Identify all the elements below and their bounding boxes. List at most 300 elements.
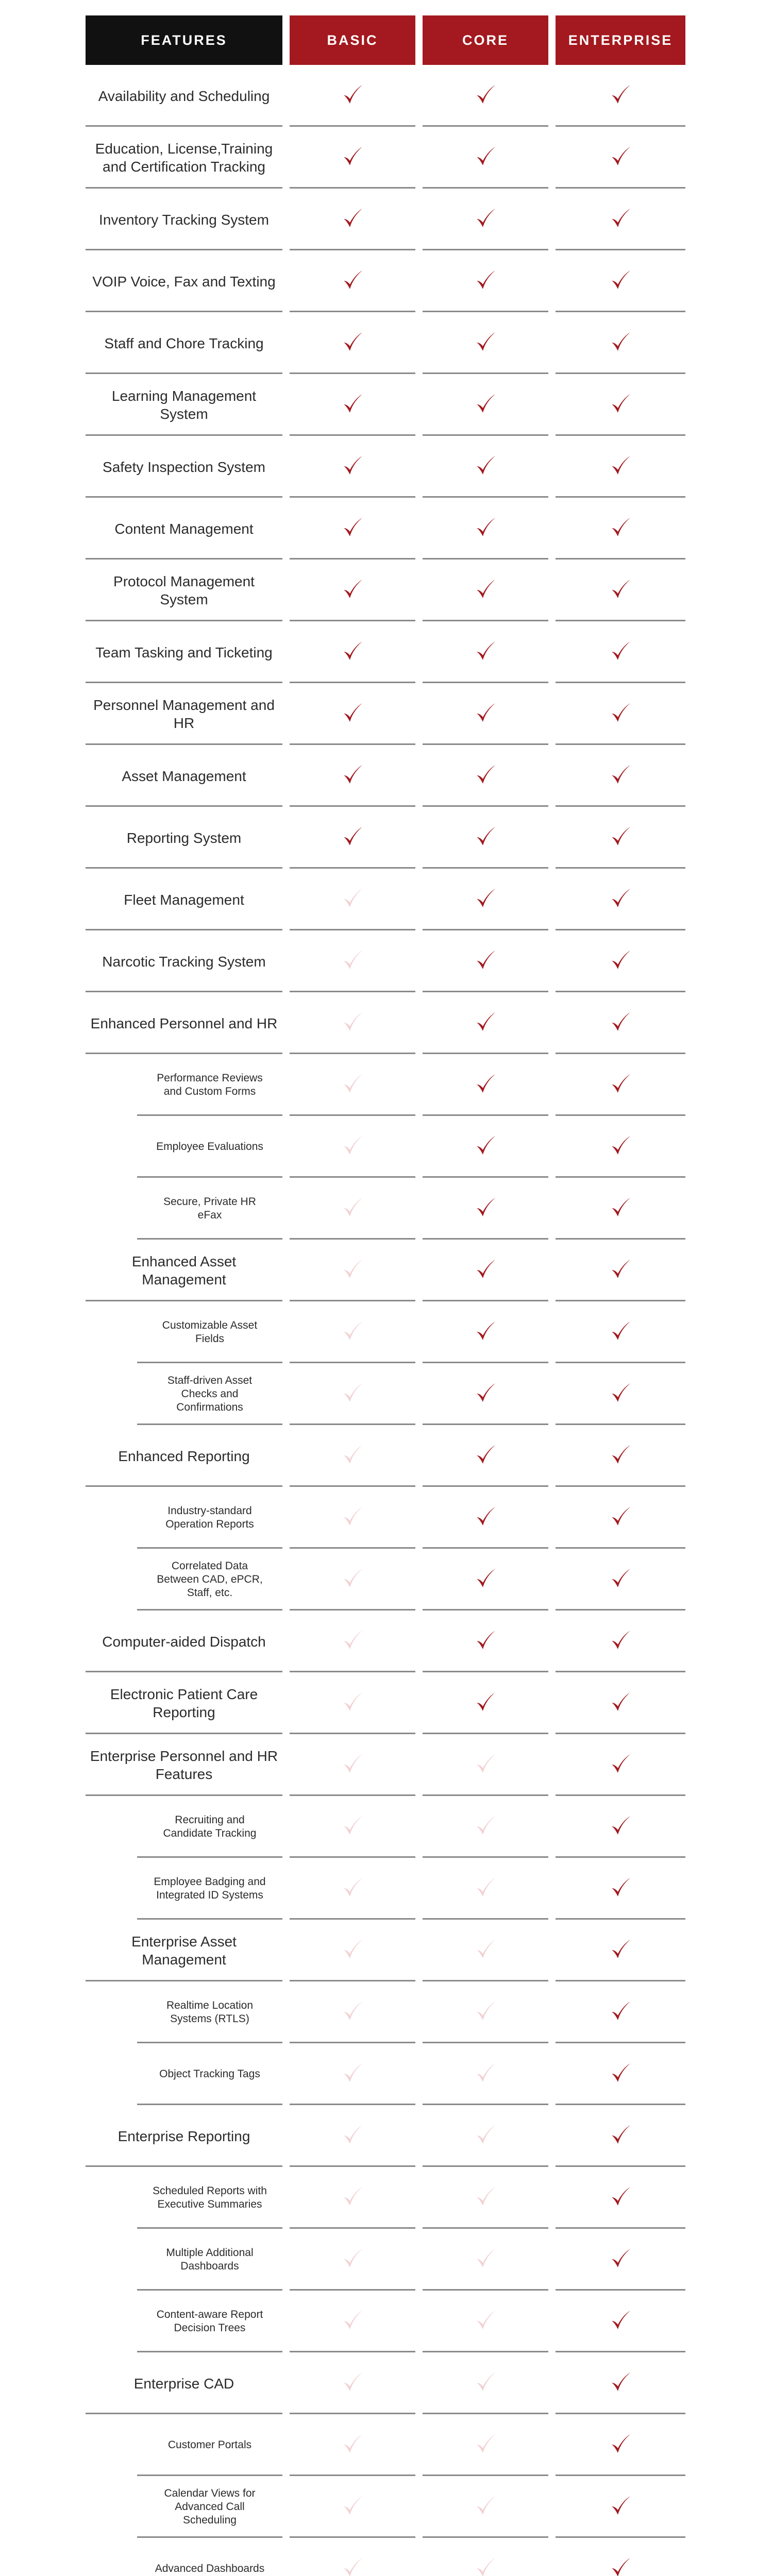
feature-cell — [86, 127, 282, 189]
checkmark-icon — [474, 1381, 497, 1408]
enterprise-cell — [556, 2167, 685, 2229]
checkmark-icon — [474, 887, 497, 913]
basic-column-header: BASIC — [290, 15, 415, 65]
checkmark-icon — [609, 1814, 632, 1840]
enterprise-cell — [556, 683, 685, 745]
checkmark-icon — [474, 701, 497, 727]
checkmark-faded-icon — [341, 1690, 364, 1717]
feature-label: Narcotic Tracking System — [102, 953, 266, 970]
feature-label: Availability and Scheduling — [98, 88, 270, 104]
table-row — [86, 65, 685, 127]
table-row — [86, 2291, 685, 2352]
checkmark-icon — [609, 701, 632, 727]
feature-cell — [137, 2538, 282, 2576]
checkmark-icon — [474, 1505, 497, 1531]
checkmark-faded-icon — [341, 2432, 364, 2459]
checkmark-icon — [609, 2432, 632, 2459]
feature-cell — [86, 436, 282, 498]
table-header — [86, 15, 685, 65]
core-cell — [423, 745, 548, 807]
table-row — [86, 2105, 685, 2167]
checkmark-icon — [609, 1690, 632, 1717]
enterprise-cell — [556, 1487, 685, 1549]
checkmark-icon — [609, 948, 632, 975]
checkmark-icon — [474, 763, 497, 789]
enterprise-cell — [556, 189, 685, 250]
core-cell — [423, 1425, 548, 1487]
feature-label: Inventory Tracking System — [99, 211, 269, 228]
basic-cell — [290, 807, 415, 869]
core-cell — [423, 1734, 548, 1796]
checkmark-icon — [341, 145, 364, 171]
enterprise-column-header: ENTERPRISE — [556, 15, 685, 65]
checkmark-faded-icon — [474, 1814, 497, 1840]
basic-cell — [290, 683, 415, 745]
checkmark-icon — [609, 763, 632, 789]
table-row — [86, 1549, 685, 1611]
checkmark-faded-icon — [341, 1567, 364, 1593]
core-cell — [423, 1672, 548, 1734]
checkmark-faded-icon — [474, 2185, 497, 2211]
table-row — [86, 436, 685, 498]
basic-cell — [290, 127, 415, 189]
enterprise-cell — [556, 2352, 685, 2414]
table-row — [86, 2229, 685, 2291]
checkmark-icon — [609, 1999, 632, 2026]
enterprise-cell — [556, 2414, 685, 2476]
checkmark-faded-icon — [474, 2247, 497, 2273]
checkmark-faded-icon — [341, 1134, 364, 1160]
basic-cell — [290, 1425, 415, 1487]
checkmark-faded-icon — [474, 2370, 497, 2397]
basic-cell — [290, 992, 415, 1054]
sub-feature-label: Correlated Data Between CAD, ePCR, Staff, etc. — [157, 1560, 263, 1599]
feature-cell — [86, 374, 282, 436]
core-cell — [423, 1920, 548, 1981]
checkmark-icon — [474, 516, 497, 542]
basic-cell — [290, 745, 415, 807]
core-cell — [423, 498, 548, 560]
feature-label: Staff and Chore Tracking — [104, 335, 264, 351]
enterprise-cell — [556, 2043, 685, 2105]
core-cell — [423, 1178, 548, 1240]
table-row — [86, 1240, 685, 1301]
feature-label: Enterprise Reporting — [117, 2128, 250, 2144]
core-cell — [423, 1981, 548, 2043]
table-row — [86, 1487, 685, 1549]
basic-cell — [290, 374, 415, 436]
core-cell — [423, 1487, 548, 1549]
checkmark-icon — [609, 1319, 632, 1346]
basic-cell — [290, 621, 415, 683]
checkmark-icon — [609, 2556, 632, 2576]
basic-cell — [290, 1178, 415, 1240]
checkmark-icon — [474, 330, 497, 357]
feature-cell — [137, 2229, 282, 2291]
feature-cell — [86, 1240, 282, 1301]
checkmark-icon — [609, 516, 632, 542]
core-cell — [423, 2352, 548, 2414]
core-cell — [423, 1116, 548, 1178]
core-column-header: CORE — [423, 15, 548, 65]
enterprise-cell — [556, 1549, 685, 1611]
enterprise-cell — [556, 2229, 685, 2291]
checkmark-icon — [609, 1010, 632, 1037]
core-cell — [423, 2229, 548, 2291]
feature-label: Enhanced Reporting — [118, 1448, 250, 1464]
feature-label: Content Management — [114, 520, 254, 537]
checkmark-faded-icon — [341, 2556, 364, 2576]
checkmark-faded-icon — [341, 2061, 364, 2088]
checkmark-icon — [341, 578, 364, 604]
feature-label: Fleet Management — [124, 891, 244, 908]
checkmark-icon — [474, 639, 497, 666]
sub-feature-label: Object Tracking Tags — [159, 2067, 260, 2080]
enterprise-cell — [556, 2105, 685, 2167]
checkmark-icon — [341, 516, 364, 542]
table-row — [86, 1611, 685, 1672]
feature-cell — [86, 189, 282, 250]
checkmark-faded-icon — [341, 1999, 364, 2026]
checkmark-faded-icon — [341, 1381, 364, 1408]
sub-feature-label: Recruiting and Candidate Tracking — [163, 1814, 257, 1839]
feature-cell — [137, 1858, 282, 1920]
basic-cell — [290, 2105, 415, 2167]
core-cell — [423, 189, 548, 250]
enterprise-cell — [556, 2476, 685, 2538]
checkmark-icon — [341, 330, 364, 357]
table-row — [86, 930, 685, 992]
enterprise-cell — [556, 312, 685, 374]
feature-label: Team Tasking and Ticketing — [95, 644, 273, 660]
feature-label: Enhanced Personnel and HR — [90, 1015, 278, 1031]
feature-cell — [86, 250, 282, 312]
checkmark-icon — [609, 1443, 632, 1469]
basic-cell — [290, 2043, 415, 2105]
checkmark-faded-icon — [341, 2494, 364, 2520]
checkmark-icon — [609, 2494, 632, 2520]
checkmark-faded-icon — [341, 2247, 364, 2273]
feature-cell — [86, 745, 282, 807]
table-row — [86, 1301, 685, 1363]
checkmark-faded-icon — [474, 2061, 497, 2088]
basic-cell — [290, 2167, 415, 2229]
enterprise-cell — [556, 2538, 685, 2576]
checkmark-icon — [341, 701, 364, 727]
checkmark-faded-icon — [474, 1752, 497, 1778]
core-cell — [423, 2538, 548, 2576]
enterprise-cell — [556, 807, 685, 869]
basic-cell — [290, 1734, 415, 1796]
enterprise-cell — [556, 436, 685, 498]
basic-cell — [290, 1363, 415, 1425]
basic-cell — [290, 2414, 415, 2476]
sub-feature-label: Advanced Dashboards — [155, 2562, 265, 2574]
checkmark-faded-icon — [341, 1258, 364, 1284]
checkmark-icon — [474, 392, 497, 418]
feature-cell — [137, 1549, 282, 1611]
checkmark-faded-icon — [474, 2309, 497, 2335]
feature-cell — [137, 1301, 282, 1363]
enterprise-cell — [556, 2291, 685, 2352]
basic-cell — [290, 2476, 415, 2538]
checkmark-faded-icon — [341, 1814, 364, 1840]
basic-cell — [290, 1487, 415, 1549]
core-cell — [423, 992, 548, 1054]
enterprise-cell — [556, 1920, 685, 1981]
feature-cell — [86, 930, 282, 992]
feature-label: Electronic Patient Care Reporting — [110, 1686, 258, 1720]
feature-cell — [137, 1487, 282, 1549]
checkmark-icon — [609, 83, 632, 109]
checkmark-icon — [609, 207, 632, 233]
enterprise-cell — [556, 65, 685, 127]
checkmark-icon — [474, 1319, 497, 1346]
core-cell — [423, 250, 548, 312]
enterprise-cell — [556, 1301, 685, 1363]
checkmark-icon — [474, 145, 497, 171]
core-cell — [423, 1858, 548, 1920]
table-row — [86, 683, 685, 745]
table-row — [86, 621, 685, 683]
enterprise-cell — [556, 1240, 685, 1301]
enterprise-cell — [556, 250, 685, 312]
enterprise-cell — [556, 1672, 685, 1734]
checkmark-icon — [341, 763, 364, 789]
checkmark-icon — [474, 83, 497, 109]
feature-cell — [137, 1981, 282, 2043]
table-row — [86, 745, 685, 807]
checkmark-icon — [609, 268, 632, 295]
feature-cell — [137, 1363, 282, 1425]
features-column-header: FEATURES — [86, 15, 282, 65]
feature-cell — [86, 683, 282, 745]
basic-cell — [290, 189, 415, 250]
feature-label: Reporting System — [126, 829, 242, 846]
enterprise-cell — [556, 992, 685, 1054]
feature-cell — [86, 992, 282, 1054]
checkmark-faded-icon — [474, 2123, 497, 2149]
basic-cell — [290, 2538, 415, 2576]
core-cell — [423, 374, 548, 436]
checkmark-faded-icon — [341, 1752, 364, 1778]
checkmark-icon — [474, 825, 497, 851]
enterprise-cell — [556, 498, 685, 560]
checkmark-icon — [341, 392, 364, 418]
checkmark-icon — [474, 1690, 497, 1717]
enterprise-cell — [556, 560, 685, 621]
checkmark-icon — [609, 1629, 632, 1655]
table-row — [86, 1858, 685, 1920]
basic-cell — [290, 1549, 415, 1611]
checkmark-icon — [341, 454, 364, 480]
basic-cell — [290, 1240, 415, 1301]
feature-cell — [137, 1796, 282, 1858]
sub-feature-label: Customizable Asset Fields — [162, 1319, 258, 1345]
feature-label: VOIP Voice, Fax and Texting — [92, 273, 276, 290]
checkmark-faded-icon — [474, 2556, 497, 2576]
sub-feature-label: Customer Portals — [167, 2438, 252, 2451]
enterprise-cell — [556, 869, 685, 930]
table-row — [86, 312, 685, 374]
table-row — [86, 374, 685, 436]
feature-rows — [86, 65, 685, 2576]
checkmark-faded-icon — [474, 1938, 497, 1964]
feature-cell — [86, 65, 282, 127]
checkmark-icon — [474, 1629, 497, 1655]
basic-cell — [290, 312, 415, 374]
basic-cell — [290, 250, 415, 312]
basic-cell — [290, 560, 415, 621]
sub-feature-label: Employee Badging and Integrated ID Systems — [154, 1875, 266, 1901]
feature-cell — [137, 2414, 282, 2476]
basic-cell — [290, 1796, 415, 1858]
checkmark-icon — [609, 2309, 632, 2335]
feature-label: Enterprise Personnel and HR Features — [90, 1748, 278, 1782]
checkmark-icon — [474, 578, 497, 604]
enterprise-cell — [556, 1796, 685, 1858]
checkmark-icon — [609, 2123, 632, 2149]
sub-feature-label: Industry-standard Operation Reports — [165, 1504, 254, 1530]
feature-label: Personnel Management and HR — [93, 697, 275, 731]
table-row — [86, 1178, 685, 1240]
core-cell — [423, 869, 548, 930]
feature-cell — [86, 1734, 282, 1796]
table-row — [86, 1054, 685, 1116]
checkmark-icon — [341, 207, 364, 233]
feature-cell — [137, 1116, 282, 1178]
table-row — [86, 560, 685, 621]
checkmark-icon — [474, 1134, 497, 1160]
feature-cell — [86, 1611, 282, 1672]
basic-cell — [290, 2291, 415, 2352]
table-row — [86, 2414, 685, 2476]
sub-feature-label: Staff-driven Asset Checks and Confirmations — [167, 1374, 253, 1414]
feature-cell — [86, 1672, 282, 1734]
checkmark-icon — [609, 887, 632, 913]
table-row — [86, 1672, 685, 1734]
table-row — [86, 1796, 685, 1858]
table-row — [86, 2043, 685, 2105]
sub-feature-label: Calendar Views for Advanced Call Scheduling — [164, 2487, 256, 2527]
table-row — [86, 2167, 685, 2229]
checkmark-icon — [341, 83, 364, 109]
enterprise-cell — [556, 1363, 685, 1425]
core-cell — [423, 65, 548, 127]
checkmark-icon — [609, 1876, 632, 1902]
sub-feature-label: Scheduled Reports with Executive Summaries — [153, 2184, 267, 2210]
sub-feature-label: Realtime Location Systems (RTLS) — [166, 1999, 254, 2025]
core-cell — [423, 1240, 548, 1301]
table-row — [86, 1981, 685, 2043]
checkmark-faded-icon — [474, 2432, 497, 2459]
checkmark-icon — [609, 639, 632, 666]
feature-cell — [86, 312, 282, 374]
basic-cell — [290, 1611, 415, 1672]
checkmark-faded-icon — [341, 2370, 364, 2397]
checkmark-icon — [474, 1443, 497, 1469]
checkmark-icon — [609, 1072, 632, 1098]
core-cell — [423, 807, 548, 869]
table-row — [86, 1116, 685, 1178]
sub-feature-label: Multiple Additional Dashboards — [166, 2246, 254, 2272]
feature-cell — [137, 2043, 282, 2105]
checkmark-faded-icon — [341, 1629, 364, 1655]
checkmark-faded-icon — [341, 1196, 364, 1222]
enterprise-cell — [556, 930, 685, 992]
checkmark-icon — [474, 1567, 497, 1593]
table-row — [86, 1425, 685, 1487]
feature-label: Safety Inspection System — [103, 459, 265, 475]
sub-feature-label: Performance Reviews and Custom Forms — [157, 1072, 263, 1097]
core-cell — [423, 2043, 548, 2105]
core-cell — [423, 1301, 548, 1363]
core-cell — [423, 2476, 548, 2538]
basic-cell — [290, 1301, 415, 1363]
feature-label: Enterprise Asset Management — [131, 1934, 237, 1968]
checkmark-faded-icon — [341, 948, 364, 975]
checkmark-icon — [609, 1938, 632, 1964]
feature-cell — [86, 2105, 282, 2167]
checkmark-icon — [609, 2185, 632, 2211]
feature-label: Enterprise CAD — [133, 2375, 234, 2392]
checkmark-faded-icon — [341, 1505, 364, 1531]
feature-cell — [86, 1920, 282, 1981]
checkmark-icon — [474, 1072, 497, 1098]
enterprise-cell — [556, 1611, 685, 1672]
feature-cell — [137, 2167, 282, 2229]
checkmark-icon — [609, 1196, 632, 1222]
checkmark-icon — [609, 2061, 632, 2088]
core-cell — [423, 930, 548, 992]
basic-cell — [290, 869, 415, 930]
checkmark-icon — [609, 145, 632, 171]
checkmark-faded-icon — [341, 1072, 364, 1098]
table-row — [86, 1920, 685, 1981]
basic-cell — [290, 436, 415, 498]
basic-cell — [290, 1054, 415, 1116]
basic-cell — [290, 1116, 415, 1178]
core-cell — [423, 560, 548, 621]
feature-cell — [86, 869, 282, 930]
feature-cell — [86, 621, 282, 683]
checkmark-icon — [474, 948, 497, 975]
core-cell — [423, 1611, 548, 1672]
enterprise-cell — [556, 1858, 685, 1920]
feature-label: Enhanced Asset Management — [131, 1253, 237, 1287]
table-row — [86, 250, 685, 312]
core-cell — [423, 2105, 548, 2167]
checkmark-icon — [474, 454, 497, 480]
core-cell — [423, 1549, 548, 1611]
checkmark-icon — [609, 454, 632, 480]
feature-cell — [137, 1054, 282, 1116]
feature-comparison-table — [86, 15, 685, 2576]
basic-cell — [290, 930, 415, 992]
core-cell — [423, 436, 548, 498]
enterprise-cell — [556, 1116, 685, 1178]
enterprise-cell — [556, 1178, 685, 1240]
feature-label: Asset Management — [122, 768, 246, 784]
feature-label: Education, License,Training and Certification Tracking — [95, 141, 273, 175]
basic-cell — [290, 2229, 415, 2291]
table-row — [86, 807, 685, 869]
sub-feature-label: Secure, Private HR eFax — [163, 1195, 256, 1221]
basic-cell — [290, 1920, 415, 1981]
enterprise-cell — [556, 1981, 685, 2043]
checkmark-icon — [609, 1381, 632, 1408]
core-cell — [423, 312, 548, 374]
